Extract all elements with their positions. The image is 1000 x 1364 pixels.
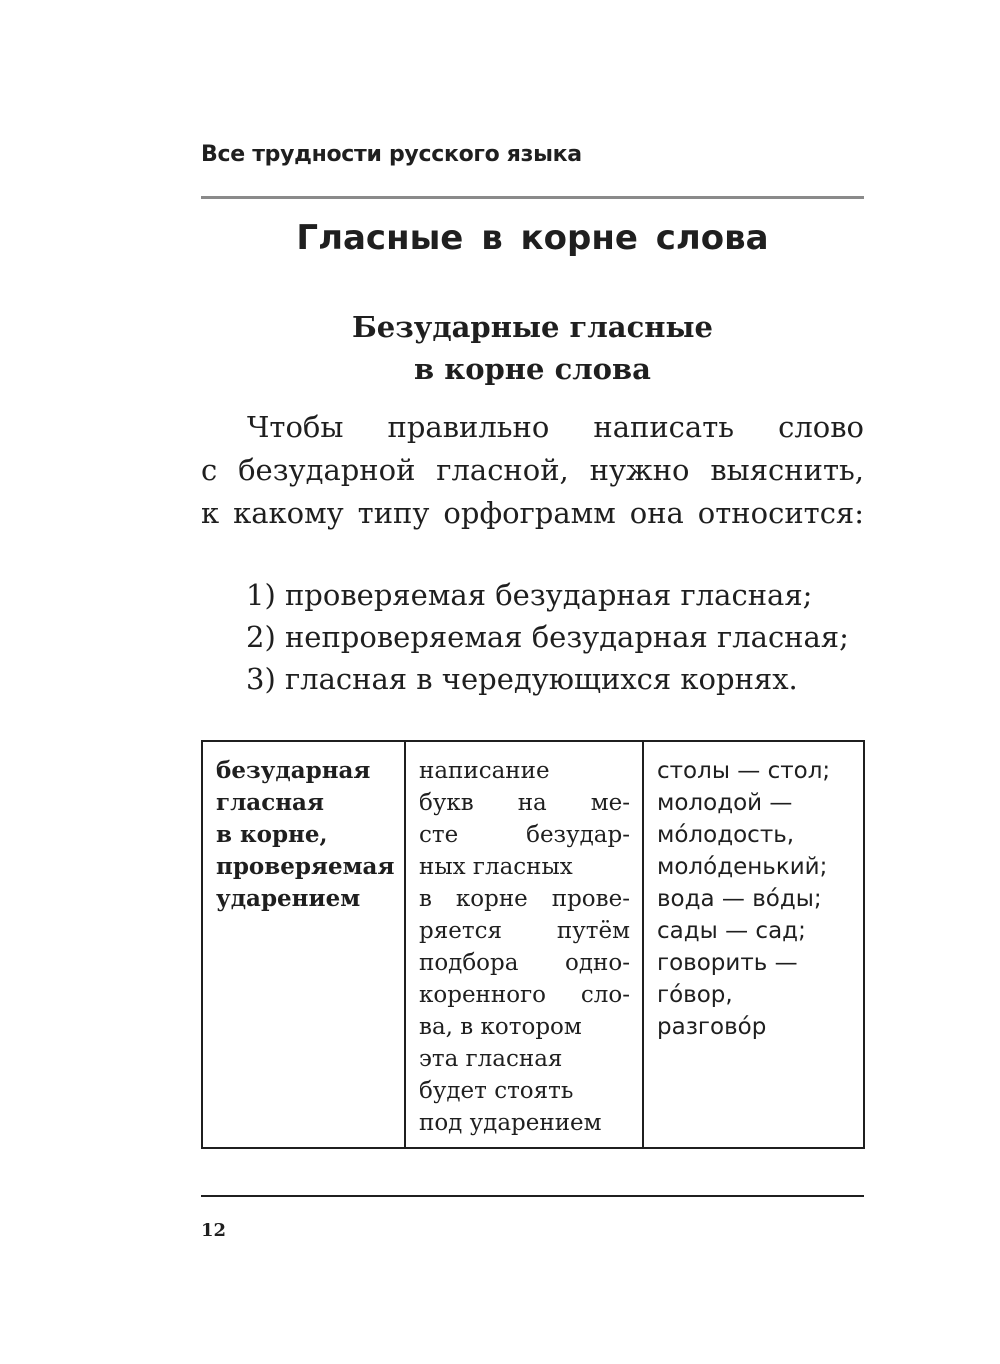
description-line: под ударением — [419, 1110, 602, 1136]
term-line: гласная — [216, 789, 324, 816]
description-line: коренного сло- — [419, 982, 630, 1008]
description-line: будет стоять — [419, 1078, 574, 1104]
description-line: подбора одно- — [419, 950, 630, 976]
chapter-title: Гласные в корне слова — [296, 218, 769, 258]
list-item: 3) гласная в чередующихся корнях. — [246, 662, 798, 696]
description-line: ва, в котором — [419, 1014, 582, 1040]
example-line: моло́денький; — [657, 854, 828, 880]
section-title-line-1: Безударные гласные — [352, 310, 713, 344]
example-line: разгово́р — [657, 1014, 767, 1040]
examples-cell — [643, 741, 864, 1148]
example-line: сады — сад; — [657, 918, 806, 944]
example-line: столы — стол; — [657, 758, 831, 784]
example-line: молодой — — [657, 790, 793, 816]
example-line: го́вор, — [657, 982, 733, 1008]
term-line: в корне, — [216, 821, 328, 848]
description-line: ряется путём — [419, 918, 630, 944]
intro-line-3: к какому типу орфограмм она относится: — [201, 496, 864, 530]
rule-table — [201, 740, 865, 1149]
section-title-line-2: в корне слова — [414, 352, 651, 386]
footer-rule — [201, 1195, 864, 1197]
table-row — [202, 741, 864, 1148]
term-line: проверяемая — [216, 853, 395, 880]
description-line: в корне прове- — [419, 886, 630, 912]
term-cell — [202, 741, 405, 1148]
running-head: Все трудности русского языка — [201, 142, 582, 167]
intro-line-1: Чтобы правильно написать слово — [247, 410, 864, 444]
example-line: мо́лодость, — [657, 822, 795, 848]
description-line: ных гласных — [419, 854, 573, 880]
example-line: вода — во́ды; — [657, 886, 822, 912]
description-line: написание — [419, 758, 550, 784]
description-cell — [405, 741, 643, 1148]
term-line: безударная — [216, 757, 371, 784]
intro-line-2: с безударной гласной, нужно выяснить, — [201, 453, 864, 487]
page-number: 12 — [201, 1220, 227, 1241]
list-item: 1) проверяемая безударная гласная; — [246, 578, 813, 612]
example-line: говорить — — [657, 950, 798, 976]
header-rule — [201, 196, 864, 199]
description-line: сте безудар- — [419, 822, 630, 848]
description-line: букв на ме- — [419, 790, 630, 816]
term-line: ударением — [216, 885, 361, 912]
section-title — [201, 306, 864, 390]
intro-paragraph — [201, 406, 864, 535]
orthogram-type-list — [246, 574, 849, 700]
list-item: 2) непроверяемая безударная гласная; — [246, 620, 849, 654]
description-line: эта гласная — [419, 1046, 563, 1072]
